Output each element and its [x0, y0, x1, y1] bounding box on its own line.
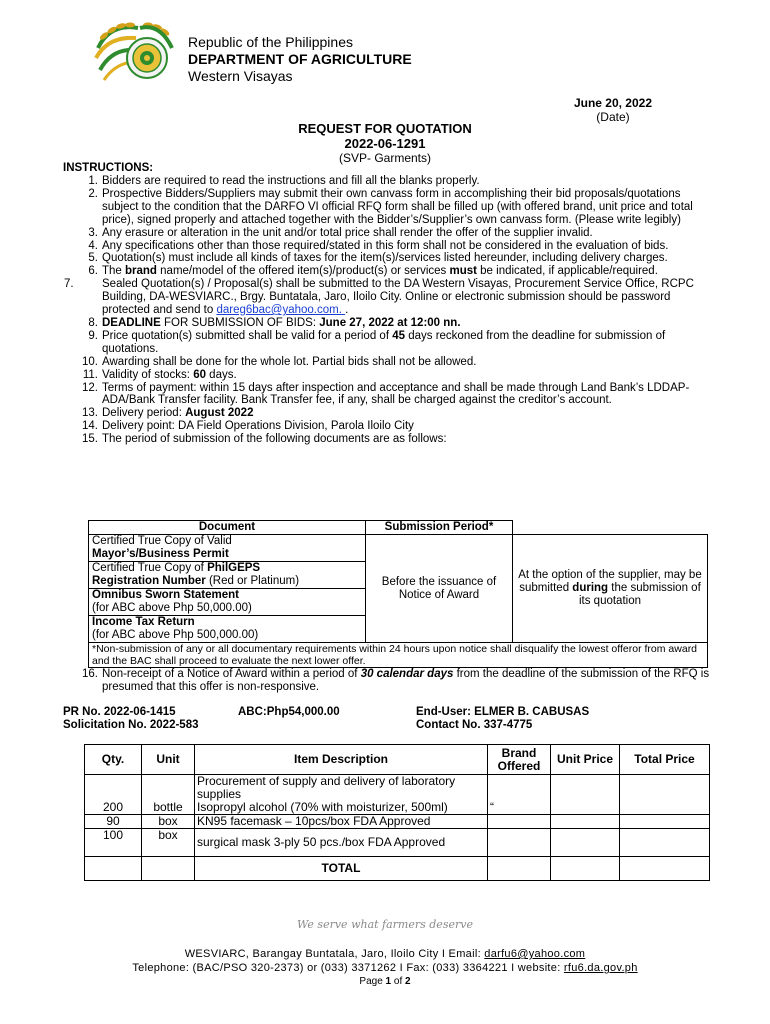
unit-header: Unit — [142, 745, 195, 775]
footer-email-link[interactable]: darfu6@yahoo.com — [484, 948, 586, 960]
description-header: Item Description — [195, 745, 488, 775]
date-value: June 20, 2022 — [573, 96, 652, 110]
end-user: End-User: ELMER B. CABUSAS — [416, 706, 590, 718]
instruction-1: 1. Bidders are required to read the instructions and fill all the blanks properly. — [88, 175, 480, 187]
bac-email-link[interactable]: dareg6bac@yahoo.com. — [216, 304, 346, 317]
instruction-14: 14. Delivery point: DA Field Operations Division, Parola Iloilo City — [82, 420, 414, 433]
region-name: Western Visayas — [188, 68, 293, 84]
brand-header: Brand Offered — [488, 745, 551, 775]
footer-address: WESVIARC, Barangay Buntatala, Jaro, Iloilo City I Email: darfu6@yahoo.com — [184, 948, 586, 960]
department-name: DEPARTMENT OF AGRICULTURE — [188, 51, 412, 67]
instruction-5: 5. Quotation(s) must include all kinds of taxes for the item(s)/services listed hereunder, including delivery charges. — [88, 252, 668, 265]
seal-icon — [127, 38, 167, 78]
instruction-3: 3. Any erasure or alteration in the unit and/or total price shall render the offer of the supplier invalid. — [88, 226, 593, 239]
da-logo — [90, 18, 180, 88]
submission-table — [88, 520, 708, 668]
instruction-4: 4. Any specifications other than those required/stated in this form shall not be considered in the evaluation of bids. — [88, 239, 669, 252]
instruction-10: 10. Awarding shall be done for the whole lot. Partial bids shall not be allowed. — [82, 355, 477, 368]
total-label: TOTAL — [195, 857, 488, 881]
document-cell: Certified True Copy of Valid Mayor’s/Business Permit Certified True Copy of PhilGEPS Registration Number (Red or Platinum) Omnibus Sworn Statement (for ABC above Php 50,000.00) Income Tax Return (for ABC above Php 500,000.00) — [89, 535, 366, 643]
instruction-13: 13. Delivery period: August 2022 — [82, 407, 254, 420]
qty-header: Qty. — [85, 745, 142, 775]
rfq-number: 2022-06-1291 — [344, 136, 426, 151]
instructions-heading: INSTRUCTIONS: — [63, 162, 154, 174]
instructions-list — [62, 175, 710, 446]
total-price-header: Total Price — [620, 745, 710, 775]
footer-contact: Telephone: (BAC/PSO 320-2373) or (033) 3371262 I Fax: (033) 3364221 I website: rfu6.da.gov.ph — [132, 962, 638, 974]
document-header: Document — [89, 521, 366, 535]
instruction-8: 8. DEADLINE FOR SUBMISSION OF BIDS: June 27, 2022 at 12:00 nn. — [88, 316, 461, 329]
letterhead — [188, 34, 412, 85]
republic-line: Republic of the Philippines — [188, 34, 353, 50]
rfq-title — [0, 121, 770, 151]
solicitation-number: Solicitation No. 2022-583 — [63, 719, 199, 731]
rfq-subtitle: (SVP- Garments) — [338, 151, 431, 165]
instruction-12: 12. Terms of payment: within 15 days after inspection and acceptance and shall be made through Land Bank’s LDDAP-ADA/Bank Transfer facility. Bank Transfer fee, if any, shall be charged against the creditor’s account. — [82, 381, 690, 407]
items-table — [84, 744, 710, 881]
period-cell-1: Before the issuance of Notice of Award — [366, 535, 513, 643]
table-row: 200 bottle Isopropyl alcohol (70% with moisturizer, 500ml) “ — [85, 801, 710, 815]
total-row — [85, 857, 710, 881]
footer-website-link[interactable]: rfu6.da.gov.ph — [563, 962, 638, 974]
instruction-9: 9. Price quotation(s) submitted shall be valid for a period of 45 days reckoned from the deadline for submission of quotations. — [88, 329, 666, 355]
instruction-16: 16. Non-receipt of a Notice of Award within a period of 30 calendar days from the deadline of the submission of the RFQ is presumed that this offer is non-responsive. — [82, 668, 710, 693]
instruction-15: 15. The period of submission of the following documents are as follows: — [82, 433, 447, 446]
period-cell-2: At the option of the supplier, may be submitted during the submission of its quotation — [513, 535, 708, 643]
contact-number: Contact No. 337-4775 — [416, 719, 533, 731]
date-label: (Date) — [596, 110, 630, 124]
abc-amount: ABC:Php54,000.00 — [238, 706, 340, 718]
unit-price-header: Unit Price — [551, 745, 620, 775]
table-row: 90 box KN95 facemask – 10pcs/box FDA Approved — [85, 815, 710, 829]
table-row: 100 box surgical mask 3-ply 50 pcs./box FDA Approved — [85, 829, 710, 857]
rfq-title-text: REQUEST FOR QUOTATION — [298, 121, 472, 136]
date-block — [574, 96, 652, 124]
submission-note: *Non-submission of any or all documentary requirements within 24 hours upon notice shall disqualify the lowest offeror from award and the BAC shall proceed to evaluate the next lower offer. — [89, 643, 708, 668]
instruction-7: 7. Sealed Quotation(s) / Proposal(s) shall be submitted to the DA Western Visayas, Procurement Service Office, RCPC Building, DA-WESVIARC., Brgy. Buntatala, Jaro, Iloilo City. Online or electronic submission should be password protected and send to dareg6bac@yahoo.com. . — [64, 278, 694, 317]
instruction-6: 6. The brand name/model of the offered item(s)/product(s) or services must be indicated, if applicable/required. — [88, 265, 658, 278]
instruction-2: 2. Prospective Bidders/Suppliers may submit their own canvass form in accomplishing their bid proposals/quotations subject to the condition that the DARFO VI official RFQ form shall be filled up (with offered brand, unit price and total price), signed properly and attached together with the Bidder’s/Supplier’s own canvass form. (Please write legibly) — [88, 187, 693, 226]
motto: We serve what farmers deserve — [297, 918, 473, 931]
page-number: Page 1 of 2 — [359, 976, 411, 987]
table-row: Procurement of supply and delivery of laboratory supplies — [85, 775, 710, 802]
pr-number: PR No. 2022-06-1415 — [63, 706, 176, 718]
instruction-11: 11. Validity of stocks: 60 days. — [82, 368, 237, 381]
submission-period-header: Submission Period* — [366, 521, 513, 535]
